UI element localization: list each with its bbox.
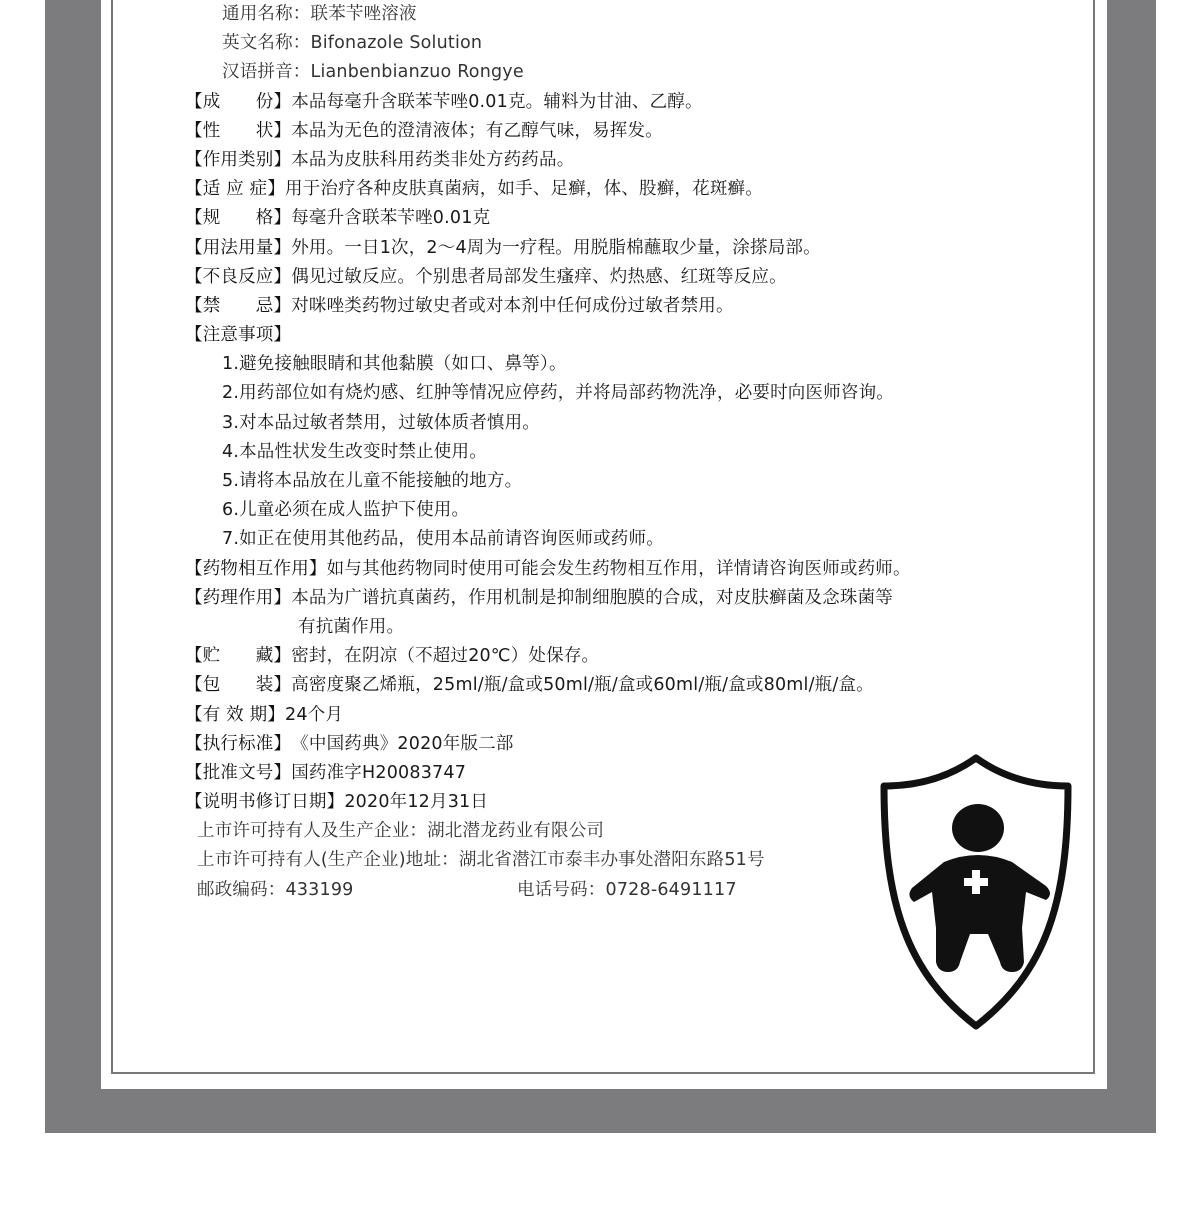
section-properties — [185, 117, 1065, 146]
section-category — [185, 146, 1065, 175]
section-text: 2020年12月31日 — [344, 792, 489, 813]
section-contraindications — [185, 292, 1065, 321]
section-text: 用于治疗各种皮肤真菌病，如手、足癣，体、股癣，花斑癣。 — [285, 179, 763, 200]
precaution-item: 1.避免接触眼睛和其他黏膜（如口、鼻等）。 — [222, 354, 567, 375]
section-dosage — [185, 234, 1065, 263]
section-label: 【作用类别】 — [185, 149, 292, 170]
generic-name: 通用名称：联苯苄唑溶液 — [222, 4, 417, 24]
section-text: 密封，在阴凉（不超过20℃）处保存。 — [291, 646, 600, 667]
section-label: 【禁 忌】 — [185, 295, 292, 316]
section-label: 【适 应 症】 — [185, 179, 286, 200]
section-label: 【药物相互作用】 — [185, 558, 327, 579]
section-shelf-life — [185, 701, 1065, 730]
section-label: 【说明书修订日期】 — [185, 792, 345, 813]
precaution-item: 4.本品性状发生改变时禁止使用。 — [222, 441, 487, 462]
precaution-item: 5.请将本品放在儿童不能接触的地方。 — [222, 471, 523, 491]
section-label: 【性 状】 — [185, 120, 292, 141]
section-label: 【用法用量】 — [185, 237, 292, 258]
child-safety-shield-icon — [876, 752, 1076, 1032]
footer-address: 上市许可持有人(生产企业)地址：湖北省潜江市泰丰办事处潜阳东路51号 — [197, 850, 765, 871]
section-label: 【包 装】 — [185, 675, 292, 696]
section-adverse-reactions — [185, 263, 1065, 292]
section-label: 【批准文号】 — [185, 762, 292, 783]
english-name: 英文名称：Bifonazole Solution — [222, 33, 483, 54]
section-text: 本品为无色的澄清液体；有乙醇气味，易挥发。 — [291, 120, 663, 141]
pinyin-name: 汉语拼音：Lianbenbianzuo Rongye — [222, 62, 524, 83]
section-pharmacology — [185, 584, 1065, 613]
section-label: 【规 格】 — [185, 208, 292, 229]
section-text: 本品为广谱抗真菌药，作用机制是抑制细胞膜的合成，对皮肤癣菌及念珠菌等 — [291, 587, 894, 608]
section-text: 高密度聚乙烯瓶，25ml/瓶/盒或50ml/瓶/盒或60ml/瓶/盒或80ml/瓶/盒。 — [291, 675, 874, 696]
section-ingredients — [185, 88, 1065, 117]
section-pharmacology-continued: 有抗菌作用。 — [298, 616, 405, 637]
section-label: 【有 效 期】 — [185, 704, 286, 725]
footer-postcode: 邮政编码：433199 — [197, 879, 354, 900]
section-label: 【执行标准】 — [185, 733, 292, 754]
section-specification — [185, 204, 1065, 233]
footer-holder: 上市许可持有人及生产企业：湖北潜龙药业有限公司 — [197, 821, 605, 842]
section-label: 【贮 藏】 — [185, 646, 292, 667]
section-text: 如与其他药物同时使用可能会发生药物相互作用，详情请咨询医师或药师。 — [326, 558, 911, 579]
section-indications — [185, 175, 1065, 204]
precaution-item: 6.儿童必须在成人监护下使用。 — [222, 500, 470, 521]
section-packaging — [185, 671, 1065, 700]
section-label: 【注意事项】 — [185, 325, 292, 346]
precaution-item: 3.对本品过敏者禁用，过敏体质者慎用。 — [222, 412, 540, 433]
section-label: 【不良反应】 — [185, 266, 292, 287]
section-text: 24个月 — [285, 704, 344, 725]
precaution-item: 2.用药部位如有烧灼感、红肿等情况应停药，并将局部药物洗净，必要时向医师咨询。 — [222, 383, 894, 404]
precaution-item: 7.如正在使用其他药品，使用本品前请咨询医师或药师。 — [222, 529, 664, 550]
section-text: 《中国药典》2020年版二部 — [291, 733, 514, 754]
section-storage — [185, 642, 1065, 671]
section-text: 外用。一日1次，2～4周为一疗程。用脱脂棉蘸取少量，涂搽局部。 — [291, 237, 821, 258]
section-text: 每毫升含联苯苄唑0.01克 — [291, 208, 491, 229]
section-text: 对咪唑类药物过敏史者或对本剂中任何成份过敏者禁用。 — [291, 295, 734, 316]
footer-phone: 电话号码：0728-6491117 — [517, 879, 737, 900]
section-interactions — [185, 555, 1065, 584]
section-text: 本品每毫升含联苯苄唑0.01克。辅料为甘油、乙醇。 — [291, 91, 703, 112]
section-text: 本品为皮肤科用药类非处方药药品。 — [291, 149, 575, 170]
section-text: 偶见过敏反应。个别患者局部发生瘙痒、灼热感、红斑等反应。 — [291, 266, 787, 287]
section-label: 【药理作用】 — [185, 587, 292, 608]
section-label: 【成 份】 — [185, 91, 292, 112]
section-text: 国药准字H20083747 — [291, 762, 467, 783]
section-precautions-heading — [185, 321, 1065, 350]
